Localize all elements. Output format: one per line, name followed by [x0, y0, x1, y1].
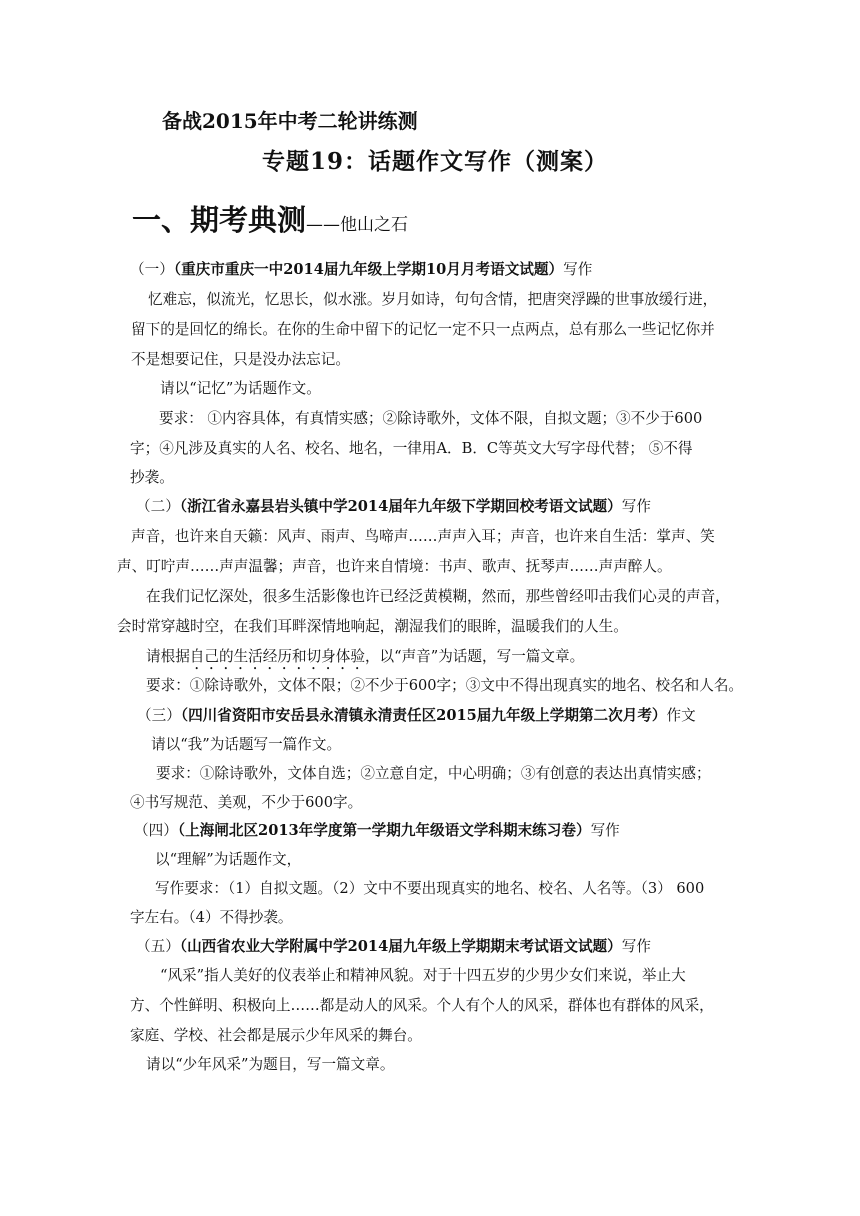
- problem-kind: 写作: [590, 822, 620, 839]
- problem-2-material-line: 会时常穿越时空，在我们耳畔深情地响起，潮湿我们的眼眸，温暖我们的人生。: [117, 618, 628, 635]
- problem-1-requirement: 字；④凡涉及真实的人名、校名、地名，一律用A．B．C等英文大写字母代替； ⑤不得: [130, 440, 693, 457]
- problem-4-heading: [134, 821, 620, 841]
- problem-3-task: 请以“我”为话题写一篇作文。: [151, 736, 342, 753]
- problem-1-material-line: 留下的是回忆的绵长。在你的生命中留下的记忆一定不只一点两点，总有那么一些记忆你并: [131, 321, 715, 338]
- problem-source: （山西省农业大学附属中学2014届九年级上学期期末考试语文试题）: [179, 938, 622, 955]
- task-text: 请根据: [146, 648, 190, 665]
- problem-source: （重庆市重庆一中2014届九年级上学期10月月考语文试题）: [173, 261, 564, 278]
- problem-1-heading: [130, 260, 592, 280]
- section-heading-main: 一、期考典测: [132, 203, 307, 237]
- problem-2-material-line: 声音，也许来自天籁：风声、雨声、鸟啼声……声声入耳；声音，也许来自生活：掌声、笑: [131, 528, 715, 545]
- problem-number: （五）: [136, 938, 180, 955]
- problem-3-requirement: ④书写规范、美观，不少于600字。: [130, 794, 363, 811]
- section-heading: [132, 202, 408, 243]
- problem-2-material-line: 声、叮咛声……声声温馨；声音，也许来自情境：书声、歌声、抚琴声……声声醉人。: [117, 558, 672, 575]
- problem-number: （三）: [137, 707, 181, 724]
- problem-5-task: 请以“少年风采”为题目，写一篇文章。: [146, 1056, 395, 1073]
- problem-1-task: 请以“记忆”为话题作文。: [160, 380, 321, 397]
- problem-1-material-line: 忆难忘，似流光，忆思长，似水涨。岁月如诗，句句含情，把唐突浮躁的世事放缓行进，: [148, 291, 718, 308]
- task-text: ，以“声音”为话题，写一篇文章。: [364, 648, 585, 665]
- problem-number: （二）: [136, 498, 180, 515]
- problem-source: （浙江省永嘉县岩头镇中学2014届年九年级下学期回校考语文试题）: [179, 498, 622, 515]
- problem-5-material-line: 方、个性鲜明、积极向上……都是动人的风采。个人有个人的风采，群体也有群体的风采，: [130, 997, 714, 1014]
- problem-1-requirement: 抄袭。: [130, 469, 174, 486]
- problem-source: （上海闸北区2013年学度第一学期九年级语文学科期末练习卷）: [177, 822, 591, 839]
- emphasized-text: 自己的生活经历和切身体验: [189, 648, 365, 665]
- problem-3-requirement: 要求：①除诗歌外，文体自选；②立意自定，中心明确；③有创意的表达出真情实感；: [156, 765, 711, 782]
- problem-2-material-line: 在我们记忆深处，很多生活影像也许已经泛黄模糊，然而，那些曾经叩击我们心灵的声音，: [146, 588, 730, 605]
- problem-kind: 写作: [563, 261, 593, 278]
- problem-4-requirement: 字左右。（4）不得抄袭。: [130, 909, 293, 926]
- problem-5-material-line: “风采”指人美好的仪表举止和精神风貌。对于十四五岁的少男少女们来说，举止大: [160, 967, 686, 984]
- problem-1-requirement: 要求： ①内容具体，有真情实感；②除诗歌外，文体不限，自拟文题；③不少于600: [159, 410, 703, 427]
- problem-2-heading: [136, 497, 651, 517]
- problem-5-material-line: 家庭、学校、社会都是展示少年风采的舞台。: [130, 1027, 422, 1044]
- problem-2-requirement: 要求：①除诗歌外，文体不限；②不少于600字；③文中不得出现真实的地名、校名和人名。: [146, 677, 744, 694]
- problem-kind: 写作: [621, 938, 651, 955]
- problem-kind: 写作: [621, 498, 651, 515]
- problem-number: （四）: [134, 822, 178, 839]
- problem-source: （四川省资阳市安岳县永清镇永清责任区2015届九年级上学期第二次月考）: [180, 707, 667, 724]
- section-heading-sub: ——他山之石: [306, 215, 409, 235]
- doc-topic-title: 专题19：话题作文写作（测案）: [262, 148, 609, 175]
- problem-5-heading: [136, 937, 651, 957]
- problem-4-task: 以“理解”为话题作文，: [155, 851, 302, 868]
- problem-4-requirement: 写作要求：（1）自拟文题。（2）文中不要出现真实的地名、校名、人名等。（3） 600: [155, 880, 705, 897]
- problem-kind: 作文: [666, 707, 696, 724]
- problem-number: （一）: [130, 261, 174, 278]
- doc-series-title: 备战2015年中考二轮讲练测: [162, 109, 418, 133]
- problem-3-heading: [137, 706, 696, 726]
- problem-1-material-line: 不是想要记住，只是没办法忘记。: [131, 351, 350, 368]
- problem-2-task: [146, 647, 584, 673]
